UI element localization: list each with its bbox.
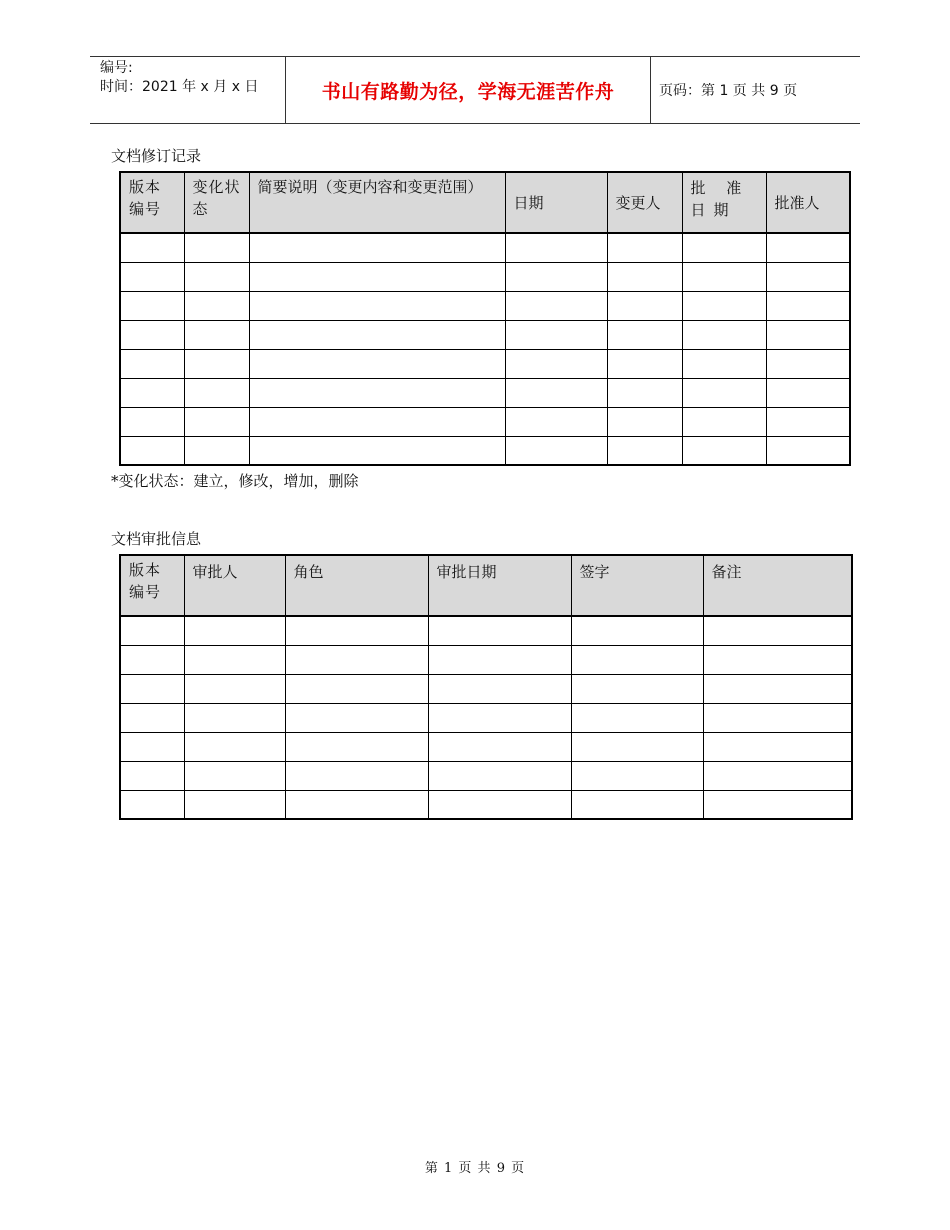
table-cell (120, 790, 184, 819)
table-cell (607, 378, 682, 407)
table-cell (249, 291, 505, 320)
table-cell (703, 790, 852, 819)
table-cell (766, 233, 850, 262)
col-signature: 签字 (571, 555, 703, 616)
table-cell (120, 616, 184, 645)
table-cell (285, 645, 428, 674)
table-cell (505, 378, 607, 407)
table-cell (766, 378, 850, 407)
table-cell (120, 378, 184, 407)
table-cell (571, 790, 703, 819)
table-cell (184, 262, 249, 291)
table-cell (184, 674, 285, 703)
table-cell (184, 616, 285, 645)
table-cell (766, 349, 850, 378)
header-page-label: 页码：第 1 页 共 9 页 (659, 83, 798, 99)
table-row (120, 761, 852, 790)
col-version-number: 版本编号 (120, 172, 184, 233)
table-row (120, 262, 850, 291)
table-cell (428, 761, 571, 790)
table-cell (703, 645, 852, 674)
table-cell (682, 436, 766, 465)
table-cell (682, 349, 766, 378)
table-row (120, 790, 852, 819)
table-cell (120, 233, 184, 262)
table-cell (682, 378, 766, 407)
table-cell (703, 761, 852, 790)
table-cell (249, 349, 505, 378)
table-cell (682, 233, 766, 262)
table-cell (249, 262, 505, 291)
table-cell (505, 436, 607, 465)
page-header (90, 56, 860, 124)
table-cell (766, 407, 850, 436)
table-row (120, 616, 852, 645)
table-row (120, 320, 850, 349)
table-cell (682, 320, 766, 349)
table-cell (428, 674, 571, 703)
table-cell (607, 233, 682, 262)
table-cell (428, 732, 571, 761)
table-cell (682, 291, 766, 320)
table-cell (184, 349, 249, 378)
table-cell (505, 291, 607, 320)
table-cell (120, 703, 184, 732)
table-cell (120, 320, 184, 349)
col-approval-date: 审批日期 (428, 555, 571, 616)
table-cell (505, 349, 607, 378)
table-cell (184, 233, 249, 262)
table-cell (120, 436, 184, 465)
col-approver: 审批人 (184, 555, 285, 616)
table-row (120, 674, 852, 703)
col-approver: 批准人 (766, 172, 850, 233)
table-cell (703, 616, 852, 645)
table-cell (120, 262, 184, 291)
table-cell (120, 732, 184, 761)
table-cell (428, 703, 571, 732)
table-cell (184, 407, 249, 436)
table-cell (703, 732, 852, 761)
revision-body (120, 233, 850, 465)
header-motto: 书山有路勤为径，学海无涯苦作舟 (321, 80, 615, 103)
table-cell (766, 320, 850, 349)
table-row (120, 645, 852, 674)
table-cell (682, 262, 766, 291)
table-cell (428, 645, 571, 674)
table-cell (285, 761, 428, 790)
table-cell (607, 436, 682, 465)
approval-info-table (119, 554, 853, 820)
table-cell (184, 291, 249, 320)
table-cell (184, 703, 285, 732)
header-page-cell (651, 57, 860, 123)
table-cell (184, 790, 285, 819)
change-status-note: *变化状态：建立，修改，增加，删除 (111, 472, 359, 490)
table-row (120, 436, 850, 465)
table-cell (249, 378, 505, 407)
revision-record-title: 文档修订记录 (111, 147, 202, 165)
col-change-status: 变化状态 (184, 172, 249, 233)
table-cell (249, 233, 505, 262)
table-cell (505, 233, 607, 262)
table-cell (571, 761, 703, 790)
header-motto-cell (286, 57, 651, 123)
table-cell (120, 674, 184, 703)
table-cell (505, 407, 607, 436)
table-row (120, 407, 850, 436)
table-cell (249, 320, 505, 349)
approval-body (120, 616, 852, 819)
table-cell (120, 349, 184, 378)
revision-record-table (119, 171, 851, 466)
table-cell (285, 732, 428, 761)
table-row (120, 703, 852, 732)
table-cell (505, 320, 607, 349)
table-cell (285, 790, 428, 819)
header-left-cell (90, 57, 286, 123)
table-cell (120, 761, 184, 790)
table-cell (120, 291, 184, 320)
col-approval-date: 批 准 日期 (682, 172, 766, 233)
col-changed-by: 变更人 (607, 172, 682, 233)
table-cell (285, 674, 428, 703)
table-cell (184, 761, 285, 790)
table-cell (571, 703, 703, 732)
document-number-label: 编号: (100, 60, 133, 76)
table-cell (607, 262, 682, 291)
page-footer: 第 1 页 共 9 页 (424, 1161, 526, 1176)
table-cell (766, 262, 850, 291)
table-cell (571, 645, 703, 674)
table-cell (571, 616, 703, 645)
table-cell (249, 436, 505, 465)
revision-header-row (120, 172, 850, 233)
table-cell (571, 674, 703, 703)
table-row (120, 233, 850, 262)
table-cell (285, 616, 428, 645)
col-remarks: 备注 (703, 555, 852, 616)
table-cell (682, 407, 766, 436)
col-summary: 简要说明（变更内容和变更范围） (249, 172, 505, 233)
table-cell (184, 436, 249, 465)
table-cell (428, 790, 571, 819)
table-cell (285, 703, 428, 732)
table-cell (703, 674, 852, 703)
table-cell (120, 407, 184, 436)
table-cell (607, 320, 682, 349)
approval-header-row (120, 555, 852, 616)
table-cell (184, 732, 285, 761)
col-version-number: 版本编号 (120, 555, 184, 616)
table-cell (607, 407, 682, 436)
table-cell (120, 645, 184, 674)
table-cell (184, 378, 249, 407)
table-cell (184, 320, 249, 349)
table-row (120, 349, 850, 378)
table-row (120, 732, 852, 761)
table-cell (184, 645, 285, 674)
table-row (120, 291, 850, 320)
table-cell (505, 262, 607, 291)
table-row (120, 378, 850, 407)
table-cell (766, 291, 850, 320)
table-cell (607, 291, 682, 320)
table-cell (703, 703, 852, 732)
col-date: 日期 (505, 172, 607, 233)
col-role: 角色 (285, 555, 428, 616)
table-cell (766, 436, 850, 465)
table-cell (571, 732, 703, 761)
table-cell (428, 616, 571, 645)
document-time-label: 时间：2021 年 x 月 x 日 (100, 79, 259, 95)
table-cell (249, 407, 505, 436)
approval-info-title: 文档审批信息 (111, 530, 202, 548)
table-cell (607, 349, 682, 378)
